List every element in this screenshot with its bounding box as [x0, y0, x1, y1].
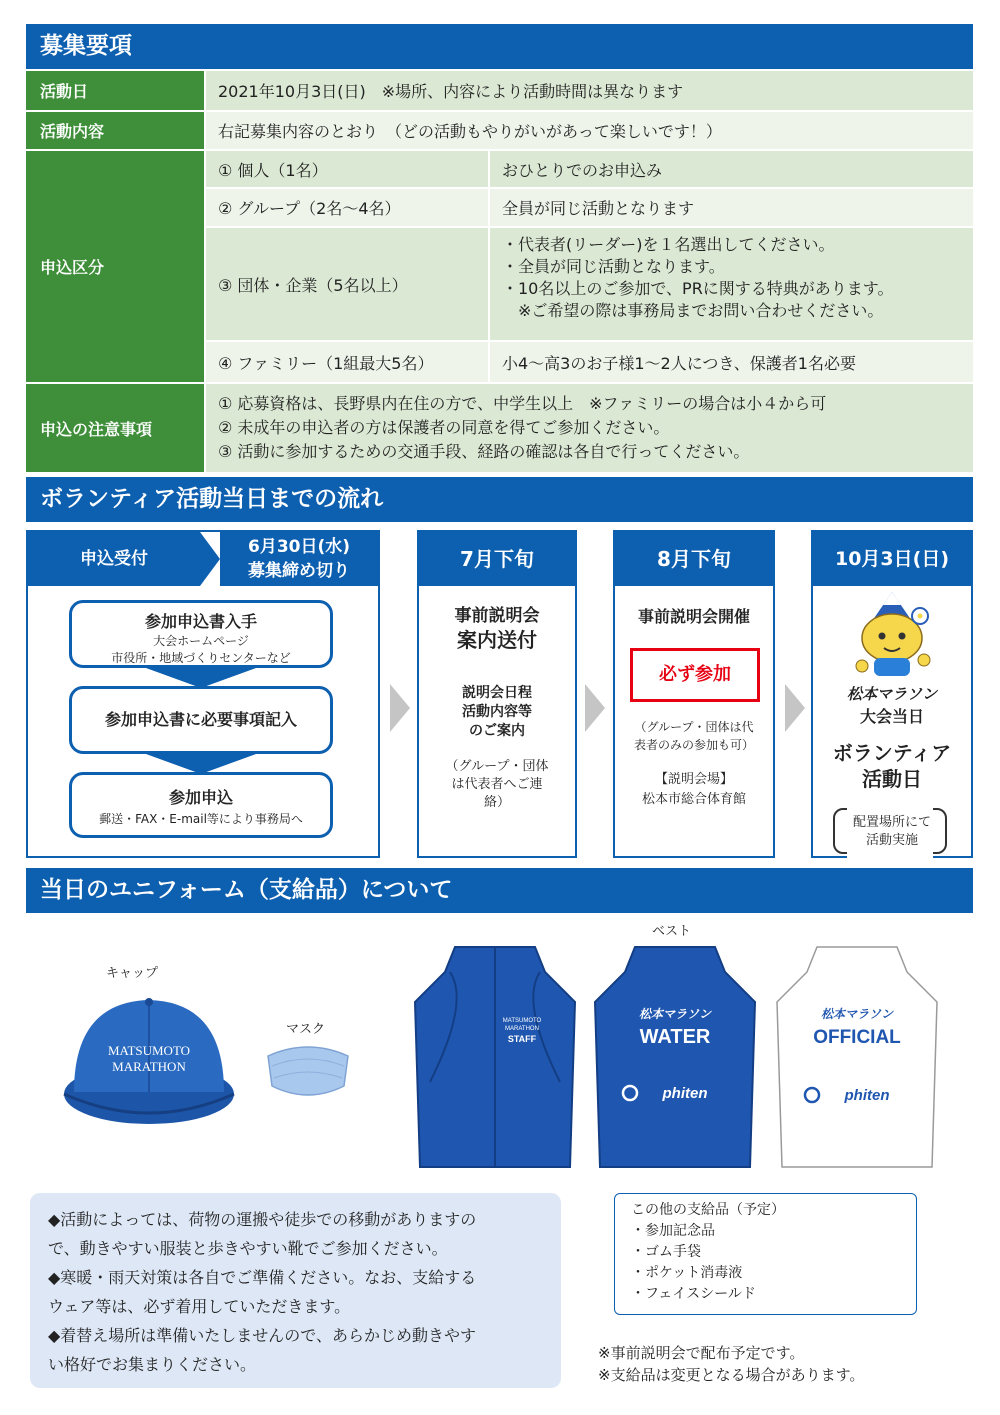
footnote-2: ※支給品は変更となる場合があります。 — [598, 1366, 865, 1384]
uniform-note-line: で、動きやすい服装と歩きやすい靴でご参加ください。 — [48, 1239, 448, 1258]
category-desc-3-line: ・全員が同じ活動となります。 — [502, 257, 725, 276]
recruit-title: 募集要項 — [26, 24, 973, 69]
uniform-note-line: ウェア等は、必ず着用していただきます。 — [48, 1297, 351, 1316]
flow-step3-note — [615, 718, 773, 754]
obtain-title: 参加申込書入手 — [144, 612, 257, 631]
footnote-1: ※事前説明会で配布予定です。 — [598, 1344, 805, 1362]
step3-place: 松本市総合体育館 — [641, 792, 746, 807]
vest-staff-text-1: MATSUMOTO — [502, 1018, 542, 1024]
step2-body3: のご案内 — [469, 723, 525, 739]
flow-step2-note — [419, 758, 575, 812]
category-desc-3-line: ・代表者(リーダー)を１名選出してください。 — [502, 235, 835, 254]
date-label: 活動日 — [26, 71, 204, 110]
chevron-right-icon — [585, 684, 605, 732]
obtain-sub2: 市役所・地域づくりセンターなど — [111, 651, 291, 665]
vest-staff-text-2: MARATHON — [505, 1026, 539, 1032]
step3-note1: （グループ・団体は代 — [634, 720, 754, 734]
step4-day: 大会当日 — [859, 707, 924, 726]
flow-step2-title — [419, 604, 575, 652]
step2-body1: 説明会日程 — [462, 685, 532, 701]
flow-step4-note — [813, 814, 971, 850]
vest-staff-icon — [410, 942, 580, 1177]
other-items-box — [614, 1193, 917, 1315]
deadline-label: 募集締め切り — [248, 561, 350, 581]
flow-step4-title — [813, 740, 971, 792]
mask-icon — [258, 1036, 358, 1106]
other-item: ・ゴム手袋 — [631, 1244, 701, 1260]
cap-text-1: MATSUMOTO — [107, 1043, 191, 1058]
category-desc-3-line: ・10名以上のご参加で、PRに関する特典があります。 — [502, 279, 894, 298]
vest-water-icon — [590, 942, 760, 1177]
category-label: 申込区分 — [26, 151, 204, 382]
mascot-icon — [836, 590, 948, 680]
content-value: 右記募集内容のとおり （どの活動もやりがいがあって楽しいです！） — [206, 112, 973, 149]
step4-title1: ボランティア — [832, 741, 952, 765]
other-items-title: この他の支給品（予定） — [631, 1202, 785, 1218]
step3-place-label: 【説明会場】 — [654, 772, 733, 787]
step4-note1: 配置場所にて — [852, 815, 931, 830]
chevron-right-icon — [785, 684, 805, 732]
fill-title: 参加申込書に必要事項記入 — [104, 710, 297, 729]
marathon-logo: 松本マラソン — [846, 685, 937, 703]
category-desc-2: 全員が同じ活動となります — [490, 189, 973, 226]
category-desc-3-line: ※ご希望の際は事務局までお問い合わせください。 — [502, 301, 884, 320]
submit-title: 参加申込 — [168, 788, 233, 807]
notes-label: 申込の注意事項 — [26, 384, 204, 472]
step4-title2: 活動日 — [862, 767, 922, 791]
cap-icon — [54, 982, 244, 1132]
uniform-footnotes — [598, 1342, 864, 1386]
category-name-1: ① 個人（1名） — [206, 151, 488, 187]
other-item: ・フェイスシールド — [631, 1286, 756, 1302]
vest-official-logo: 松本マラソン — [820, 1007, 894, 1021]
uniform-notes — [30, 1193, 561, 1388]
uniform-title: 当日のユニフォーム（支給品）について — [26, 868, 973, 913]
arrow-down-icon — [146, 754, 256, 774]
vest-official-brand: phiten — [844, 1087, 890, 1104]
cap-label: キャップ — [106, 966, 159, 981]
date-value: 2021年10月3日(日) ※場所、内容により活動時間は異なります — [206, 71, 973, 110]
vest-label: ベスト — [652, 924, 692, 939]
flow-step1-fill — [69, 686, 333, 754]
uniform-note-line: ◆活動によっては、荷物の運搬や徒歩での移動がありますの — [48, 1210, 477, 1229]
other-item: ・ポケット消毒液 — [631, 1265, 743, 1281]
deadline-date: 6月30日(水) — [247, 537, 351, 557]
category-name-3: ③ 団体・企業（5名以上） — [206, 228, 488, 340]
vest-water-text: WATER — [639, 1026, 711, 1048]
vest-water-logo: 松本マラソン — [638, 1007, 712, 1021]
flow-step2-head: 7月下旬 — [419, 532, 575, 586]
uniform-note-line: ◆着替え場所は準備いたしませんので、あらかじめ動きやす — [48, 1326, 476, 1345]
step2-note2: は代表者へご連 — [451, 777, 543, 792]
category-name-4: ④ ファミリー（1組最大5名） — [206, 342, 488, 382]
uniform-note-line: い格好でお集まりください。 — [48, 1355, 257, 1374]
arrow-right-icon — [198, 532, 220, 586]
note-line: ① 応募資格は、長野県内在住の方で、中学生以上 ※ファミリーの場合は小４から可 — [218, 394, 827, 413]
flow-step4-head: 10月3日(日) — [813, 532, 971, 586]
uniform-note-line: ◆寒暖・雨天対策は各自でご準備ください。なお、支給する — [48, 1268, 477, 1287]
vest-official-icon — [772, 942, 942, 1177]
step2-body2: 活動内容等 — [462, 704, 532, 720]
flow-step1-head-right — [220, 532, 378, 586]
step3-title: 事前説明会開催 — [637, 607, 750, 626]
category-desc-1: おひとりでのお申込み — [490, 151, 973, 187]
obtain-sub1: 大会ホームページ — [153, 634, 249, 648]
must-attend-badge: 必ず参加 — [630, 648, 760, 702]
flow-step2-body — [419, 684, 575, 741]
vest-water-brand: phiten — [662, 1085, 708, 1102]
step2-note3: 絡） — [483, 795, 510, 810]
vest-staff-text-3: STAFF — [507, 1034, 537, 1044]
category-desc-3 — [490, 228, 973, 340]
note-line: ② 未成年の申込者の方は保護者の同意を得てご参加ください。 — [218, 418, 670, 437]
flow-step1-head-left: 申込受付 — [28, 532, 200, 586]
category-name-2: ② グループ（2名〜4名） — [206, 189, 488, 226]
chevron-right-icon — [390, 684, 410, 732]
content-label: 活動内容 — [26, 112, 204, 149]
arrow-down-icon — [146, 668, 256, 688]
step2-title1: 事前説明会 — [454, 606, 540, 626]
vest-official-text: OFFICIAL — [813, 1027, 901, 1048]
step2-title2: 案内送付 — [457, 628, 537, 652]
step4-note2: 活動実施 — [865, 833, 918, 848]
step2-note1: （グループ・団体 — [445, 759, 549, 774]
notes-value — [206, 384, 973, 472]
flow-step1-submit — [69, 772, 333, 838]
mask-label: マスク — [286, 1022, 326, 1037]
flow-step3-head: 8月下旬 — [615, 532, 773, 586]
cap-text-2: MARATHON — [112, 1059, 186, 1074]
other-item: ・参加記念品 — [631, 1223, 715, 1239]
step3-note2: 表者のみの参加も可） — [633, 738, 754, 752]
flow-step1-obtain — [69, 600, 333, 668]
flow-step3-place — [615, 770, 773, 810]
note-line: ③ 活動に参加するための交通手段、経路の確認は各自で行ってください。 — [218, 442, 750, 461]
submit-sub: 郵送・FAX・E-mail等により事務局へ — [99, 812, 303, 826]
flow-title: ボランティア活動当日までの流れ — [26, 477, 973, 522]
category-desc-4: 小4〜高3のお子様1〜2人につき、保護者1名必要 — [490, 342, 973, 382]
